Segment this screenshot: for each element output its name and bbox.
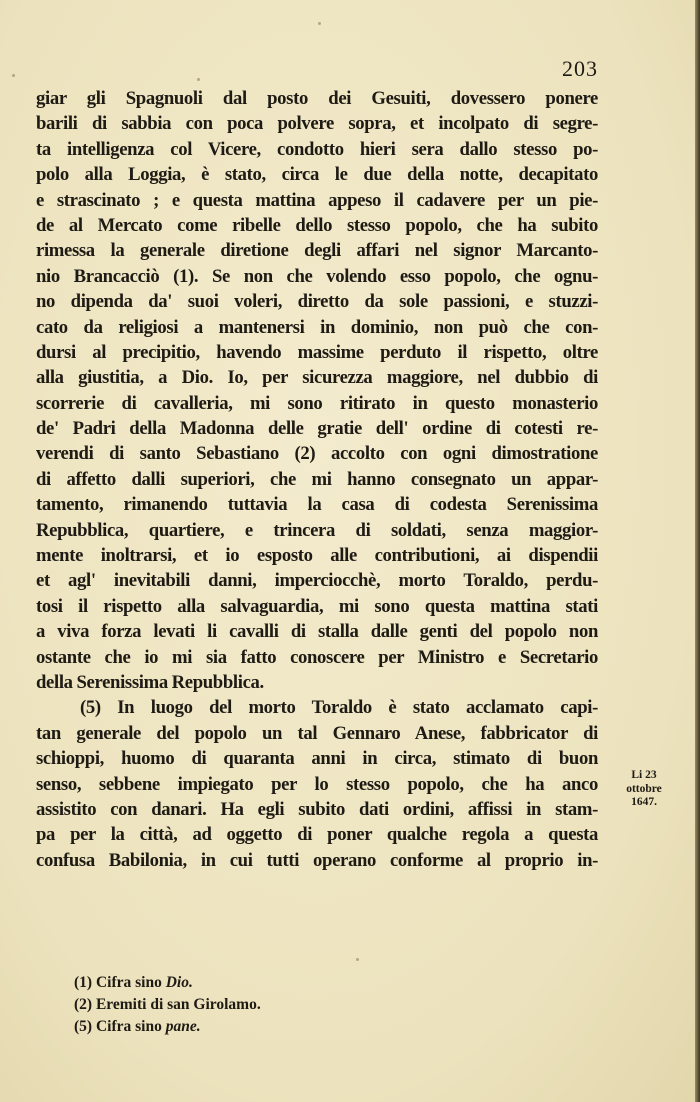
text-line: pa per la città, ad oggetto di poner qualche regola a questa (36, 824, 598, 846)
footnote-3 (74, 1016, 261, 1038)
text-line: et agl' inevitabili danni, imperciocchè, morto Toraldo, perdu- (36, 570, 598, 592)
page-edge-shadow (695, 0, 700, 1102)
text-line: de' Padri della Madonna delle gratie dell' ordine di cotesti re- (36, 418, 598, 440)
text-line: schioppi, huomo di quaranta anni in circa, stimato di buon (36, 748, 598, 770)
text-line: a viva forza levati li cavalli di stalla dalle genti del popolo non (36, 621, 598, 643)
page-number: 203 (562, 56, 598, 81)
footnote-3-text: (5) Cifra sino (74, 1018, 166, 1035)
text-line: no dipenda da' suoi voleri, diretto da sole passioni, e stuzzi- (36, 291, 598, 313)
text-line: polo alla Loggia, è stato, circa le due della notte, decapitato (36, 164, 598, 186)
text-line: verendi di santo Sebastiano (2) accolto con ogni dimostratione (36, 443, 598, 465)
margin-note-day: Li 23 (631, 769, 657, 781)
text-line: barili di sabbia con poca polvere sopra, et incolpato di segre- (36, 113, 598, 135)
text-line: mente inoltrarsi, et io esposto alle contributioni, ai dispendii (36, 545, 598, 567)
text-line: giar gli Spagnuoli dal posto dei Gesuiti, dovessero ponere (36, 88, 598, 109)
text-line: di affetto dalli superiori, che mi hanno consegnato un appar- (36, 468, 598, 490)
paper-speck (356, 958, 359, 961)
paper-speck (197, 78, 200, 81)
text-line: dursi al precipitio, havendo massime perduto il rispetto, oltre (36, 341, 598, 363)
footnotes (74, 972, 261, 1038)
footnote-2 (74, 994, 261, 1016)
margin-date-note (612, 769, 676, 810)
text-line: nio Brancacciò (1). Se non che volendo esso popolo, che ognu- (36, 265, 598, 287)
footnote-3-emphasis: pane. (165, 1018, 201, 1035)
margin-note-month: ottobre (626, 782, 662, 795)
text-line: tan generale del popolo un tal Gennaro Anese, fabbricator di (36, 722, 598, 744)
text-line: de al Mercato come ribelle dello stesso popolo, che ha subito (36, 214, 598, 236)
footnote-1 (74, 972, 261, 994)
text-line: assistito con danari. Ha egli subito dati ordini, affissi in stam- (36, 798, 598, 820)
text-line: tosi il rispetto alla salvaguardia, mi sono questa mattina stati (36, 595, 598, 617)
margin-note-year: 1647. (631, 796, 657, 808)
text-line: cato da religiosi a mantenersi in dominio, non può che con- (36, 316, 598, 338)
text-line: alla giustitia, a Dio. Io, per sicurezza maggiore, nel dubbio di (36, 367, 598, 389)
text-line: tamento, rimanendo tuttavia la casa di codesta Serenissima (36, 494, 598, 516)
paper-speck (12, 74, 15, 77)
text-line: ta intelligenza col Vicere, condotto hieri sera dallo stesso po- (36, 138, 598, 160)
footnote-1-text: (1) Cifra sino (74, 974, 166, 991)
text-line: e strascinato ; e questa mattina appeso il cadavere per un pie- (36, 189, 598, 211)
footnote-1-emphasis: Dio. (165, 974, 193, 991)
footnote-2-text: (2) Eremiti di san Girolamo. (74, 996, 261, 1013)
text-line: Repubblica, quartiere, e trincera di soldati, senza maggior- (36, 519, 598, 541)
paragraph-start-line: (5) In luogo del morto Toraldo è stato acclamato capi- (80, 697, 598, 719)
text-line: della Serenissima Repubblica. (36, 671, 264, 693)
text-line: ostante che io mi sia fatto conoscere per Ministro e Secretario (36, 646, 598, 668)
text-line: rimessa la generale diretione degli affari nel signor Marcanto- (36, 240, 598, 262)
text-line: scorrerie di cavalleria, mi sono ritirato in questo monasterio (36, 392, 598, 414)
body-text (36, 86, 598, 873)
paper-speck (318, 22, 321, 25)
text-line: senso, sebbene impiegato per lo stesso popolo, che ha anco (36, 773, 598, 795)
text-line: confusa Babilonia, in cui tutti operano conforme al proprio in- (36, 849, 598, 871)
